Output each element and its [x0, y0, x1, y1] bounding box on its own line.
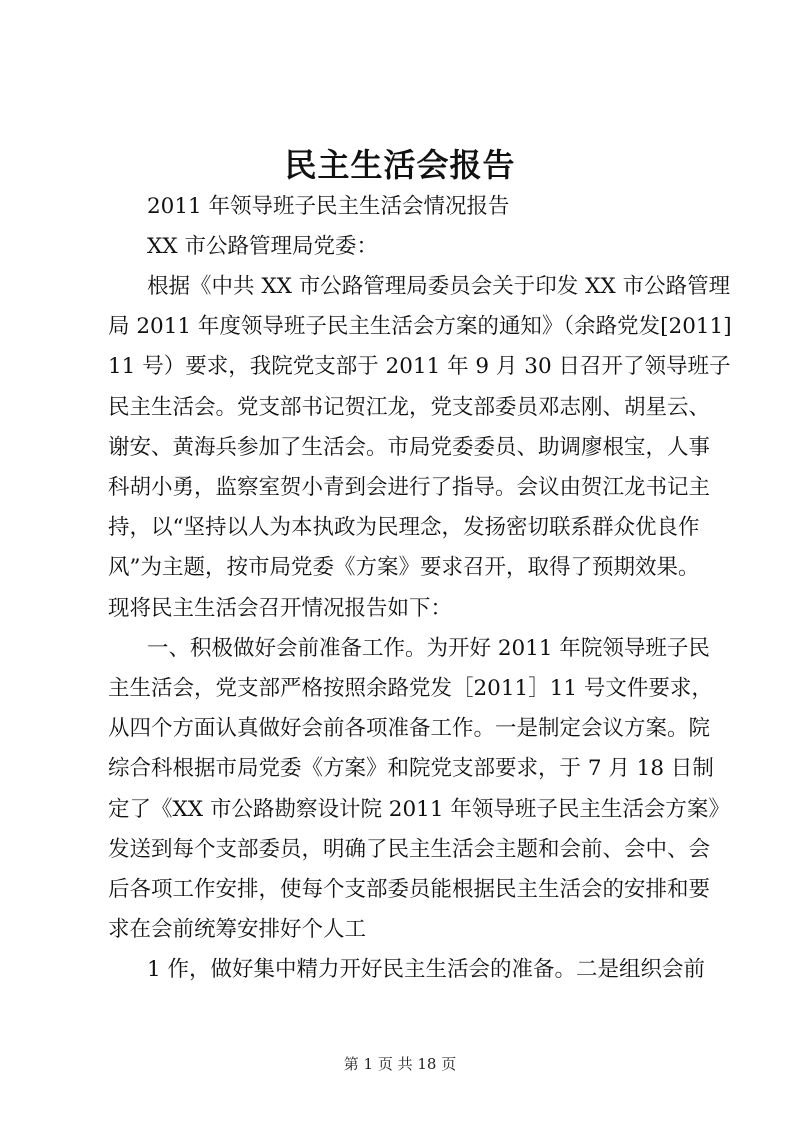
text-line: 后各项工作安排，使每个支部委员能根据民主生活会的安排和要 — [108, 877, 711, 902]
text-line: 民主生活会。党支部书记贺江龙，党支部委员邓志刚、胡星云、 — [108, 395, 711, 420]
text-line: 现将民主生活会召开情况报告如下： — [108, 596, 453, 621]
text-line: 科胡小勇，监察室贺小青到会进行了指导。会议由贺江龙书记主 — [108, 475, 711, 500]
text-line: 风”为主题，按市局党委《方案》要求召开，取得了预期效果。 — [108, 555, 700, 580]
text-line: XX 市公路管理局党委： — [147, 234, 378, 259]
text-line: 11 号）要求，我院党支部于 2011 年 9 月 30 日召开了领导班子 — [108, 354, 731, 379]
text-line: 1 作，做好集中精力开好民主生活会的准备。二是组织会前 — [147, 957, 706, 982]
text-line: 根据《中共 XX 市公路管理局委员会关于印发 XX 市公路管理 — [147, 274, 731, 299]
text-line: 局 2011 年度领导班子民主生活会方案的通知》（余路党发[2011] — [108, 314, 732, 339]
text-line: 发送到每个支部委员，明确了民主生活会主题和会前、会中、会 — [108, 837, 711, 862]
document-title: 民主生活会报告 — [284, 146, 516, 184]
page-number-footer: 第 1 页 共 18 页 — [343, 1055, 457, 1073]
text-line: 2011 年领导班子民主生活会情况报告 — [147, 194, 510, 219]
text-line: 持，以“坚持以人为本执政为民理念，发扬密切联系群众优良作 — [108, 515, 700, 540]
text-line: 综合科根据市局党委《方案》和院党支部要求，于 7 月 18 日制 — [108, 756, 714, 781]
text-line: 谢安、黄海兵参加了生活会。市局党委委员、助调廖根宝，人事 — [108, 435, 711, 460]
text-line: 一、积极做好会前准备工作。为开好 2011 年院领导班子民 — [147, 636, 710, 661]
text-line: 求在会前统筹安排好个人工 — [108, 917, 367, 942]
text-line: 主生活会，党支部严格按照余路党发［2011］11 号文件要求， — [108, 676, 713, 701]
text-line: 从四个方面认真做好会前各项准备工作。一是制定会议方案。院 — [108, 716, 711, 741]
text-line: 定了《XX 市公路勘察设计院 2011 年领导班子民主生活会方案》 — [108, 797, 730, 822]
